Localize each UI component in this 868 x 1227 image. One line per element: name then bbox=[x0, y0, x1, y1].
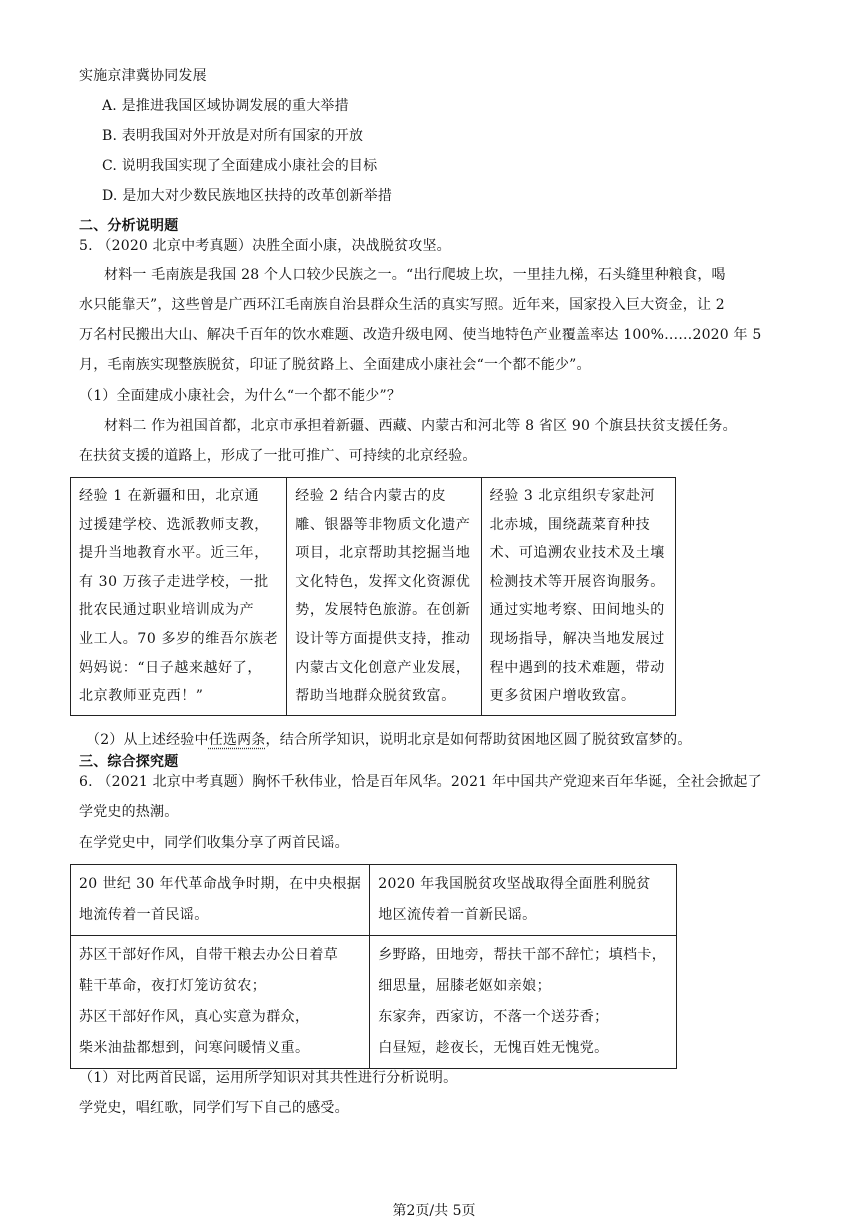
page-footer: 第2页/共 5页 bbox=[392, 1203, 476, 1219]
q5-title: 5. （2020 北京中考真题）决胜全面小康，决战脱贫攻坚。 bbox=[79, 238, 451, 254]
song-old-header: 20 世纪 30 年代革命战争时期，在中央根据 地流传着一首民谣。 bbox=[71, 865, 370, 936]
folk-songs-table bbox=[70, 864, 677, 1069]
q6-tail: 学党史，唱红歌，同学们写下自己的感受。 bbox=[79, 1100, 349, 1116]
q6-line1: 6. （2021 北京中考真题）胸怀千秋伟业，恰是百年风华。2021 年中国共产党迎来百年华诞，全社会掀起了 bbox=[79, 774, 762, 790]
material1-line3: 万名村民搬出大山、解决千百年的饮水难题、改造升级电网、使当地特色产业覆盖率达 100%……2020 年 5 bbox=[79, 327, 762, 343]
song-new-lyrics: 乡野路，田地旁，帮扶干部不辞忙；填档卡， 细思量，屈膝老妪如亲娘； 东家奔，西家访，不落一个送芬香； 白昼短，趁夜长，无愧百姓无愧党。 bbox=[370, 936, 677, 1069]
q5-part2: （2）从上述经验中任选两条，结合所学知识，说明北京是如何帮助贫困地区圆了脱贫致富梦的。 bbox=[86, 732, 692, 748]
q4-stem: 实施京津冀协同发展 bbox=[79, 68, 207, 84]
experience-table bbox=[70, 477, 676, 716]
experience-3-cell: 经验 3 北京组织专家赴河 北赤城，围绕蔬菜育种技 术、可追溯农业技术及土壤 检测技术等开展咨询服务。 通过实地考察、田间地头的 现场指导，解决当地发展过 程中遇到的技术难题，带动 更多贫困户增收致富。 bbox=[481, 478, 675, 716]
material1-line2: 水只能靠天”，这些曾是广西环江毛南族自治县群众生活的真实写照。近年来，国家投入巨大资金，让 2 bbox=[79, 297, 725, 313]
song-new-header: 2020 年我国脱贫攻坚战取得全面胜利脱贫 地区流传着一首新民谣。 bbox=[370, 865, 677, 936]
material1-line4: 月，毛南族实现整族脱贫，印证了脱贫路上、全面建成小康社会“一个都不能少”。 bbox=[79, 357, 591, 373]
experience-1-cell: 经验 1 在新疆和田，北京通 过援建学校、选派教师支教， 提升当地教育水平。近三年， 有 30 万孩子走进学校，一批 批农民通过职业培训成为产 业工人。70 多岁的维吾尔族老 妈妈说：“日子越来越好了， 北京教师亚克西！” bbox=[71, 478, 287, 716]
q5-part1: （1）全面建成小康社会，为什么“一个都不能少”？ bbox=[79, 388, 402, 404]
material2-line1: 材料二 作为祖国首都，北京市承担着新疆、西藏、内蒙古和河北等 8 省区 90 个旗县扶贫支援任务。 bbox=[104, 418, 737, 434]
q6-part1: （1）对比两首民谣，运用所学知识对其共性进行分析说明。 bbox=[79, 1070, 458, 1086]
material1-line1: 材料一 毛南族是我国 28 个人口较少民族之一。“出行爬坡上坎，一里挂九梯，石头缝里种粮食，喝 bbox=[104, 267, 726, 283]
q6-intro: 在学党史中，同学们收集分享了两首民谣。 bbox=[79, 835, 349, 851]
section3-heading: 三、综合探究题 bbox=[79, 754, 179, 770]
q6-line2: 学党史的热潮。 bbox=[79, 804, 179, 820]
q4-option-c: C. 说明我国实现了全面建成小康社会的目标 bbox=[102, 158, 378, 174]
emphasis-choose-two: 任选两条 bbox=[208, 732, 266, 748]
q4-option-a: A. 是推进我国区域协调发展的重大举措 bbox=[102, 98, 349, 114]
material2-line2: 在扶贫支援的道路上，形成了一批可推广、可持续的北京经验。 bbox=[79, 448, 477, 464]
section2-heading: 二、分析说明题 bbox=[79, 218, 179, 234]
experience-2-cell: 经验 2 结合内蒙古的皮 雕、银器等非物质文化遗产 项目，北京帮助其挖掘当地 文化特色，发挥文化资源优 势，发展特色旅游。在创新 设计等方面提供支持，推动 内蒙古文化创意产业发展， 帮助当地群众脱贫致富。 bbox=[287, 478, 481, 716]
q4-option-b: B. 表明我国对外开放是对所有国家的开放 bbox=[102, 128, 364, 144]
song-old-lyrics: 苏区干部好作风，自带干粮去办公日着草 鞋干革命，夜打灯笼访贫农； 苏区干部好作风，真心实意为群众， 柴米油盐都想到，问寒问暖情义重。 bbox=[71, 936, 370, 1069]
q4-option-d: D. 是加大对少数民族地区扶持的改革创新举措 bbox=[102, 188, 393, 204]
